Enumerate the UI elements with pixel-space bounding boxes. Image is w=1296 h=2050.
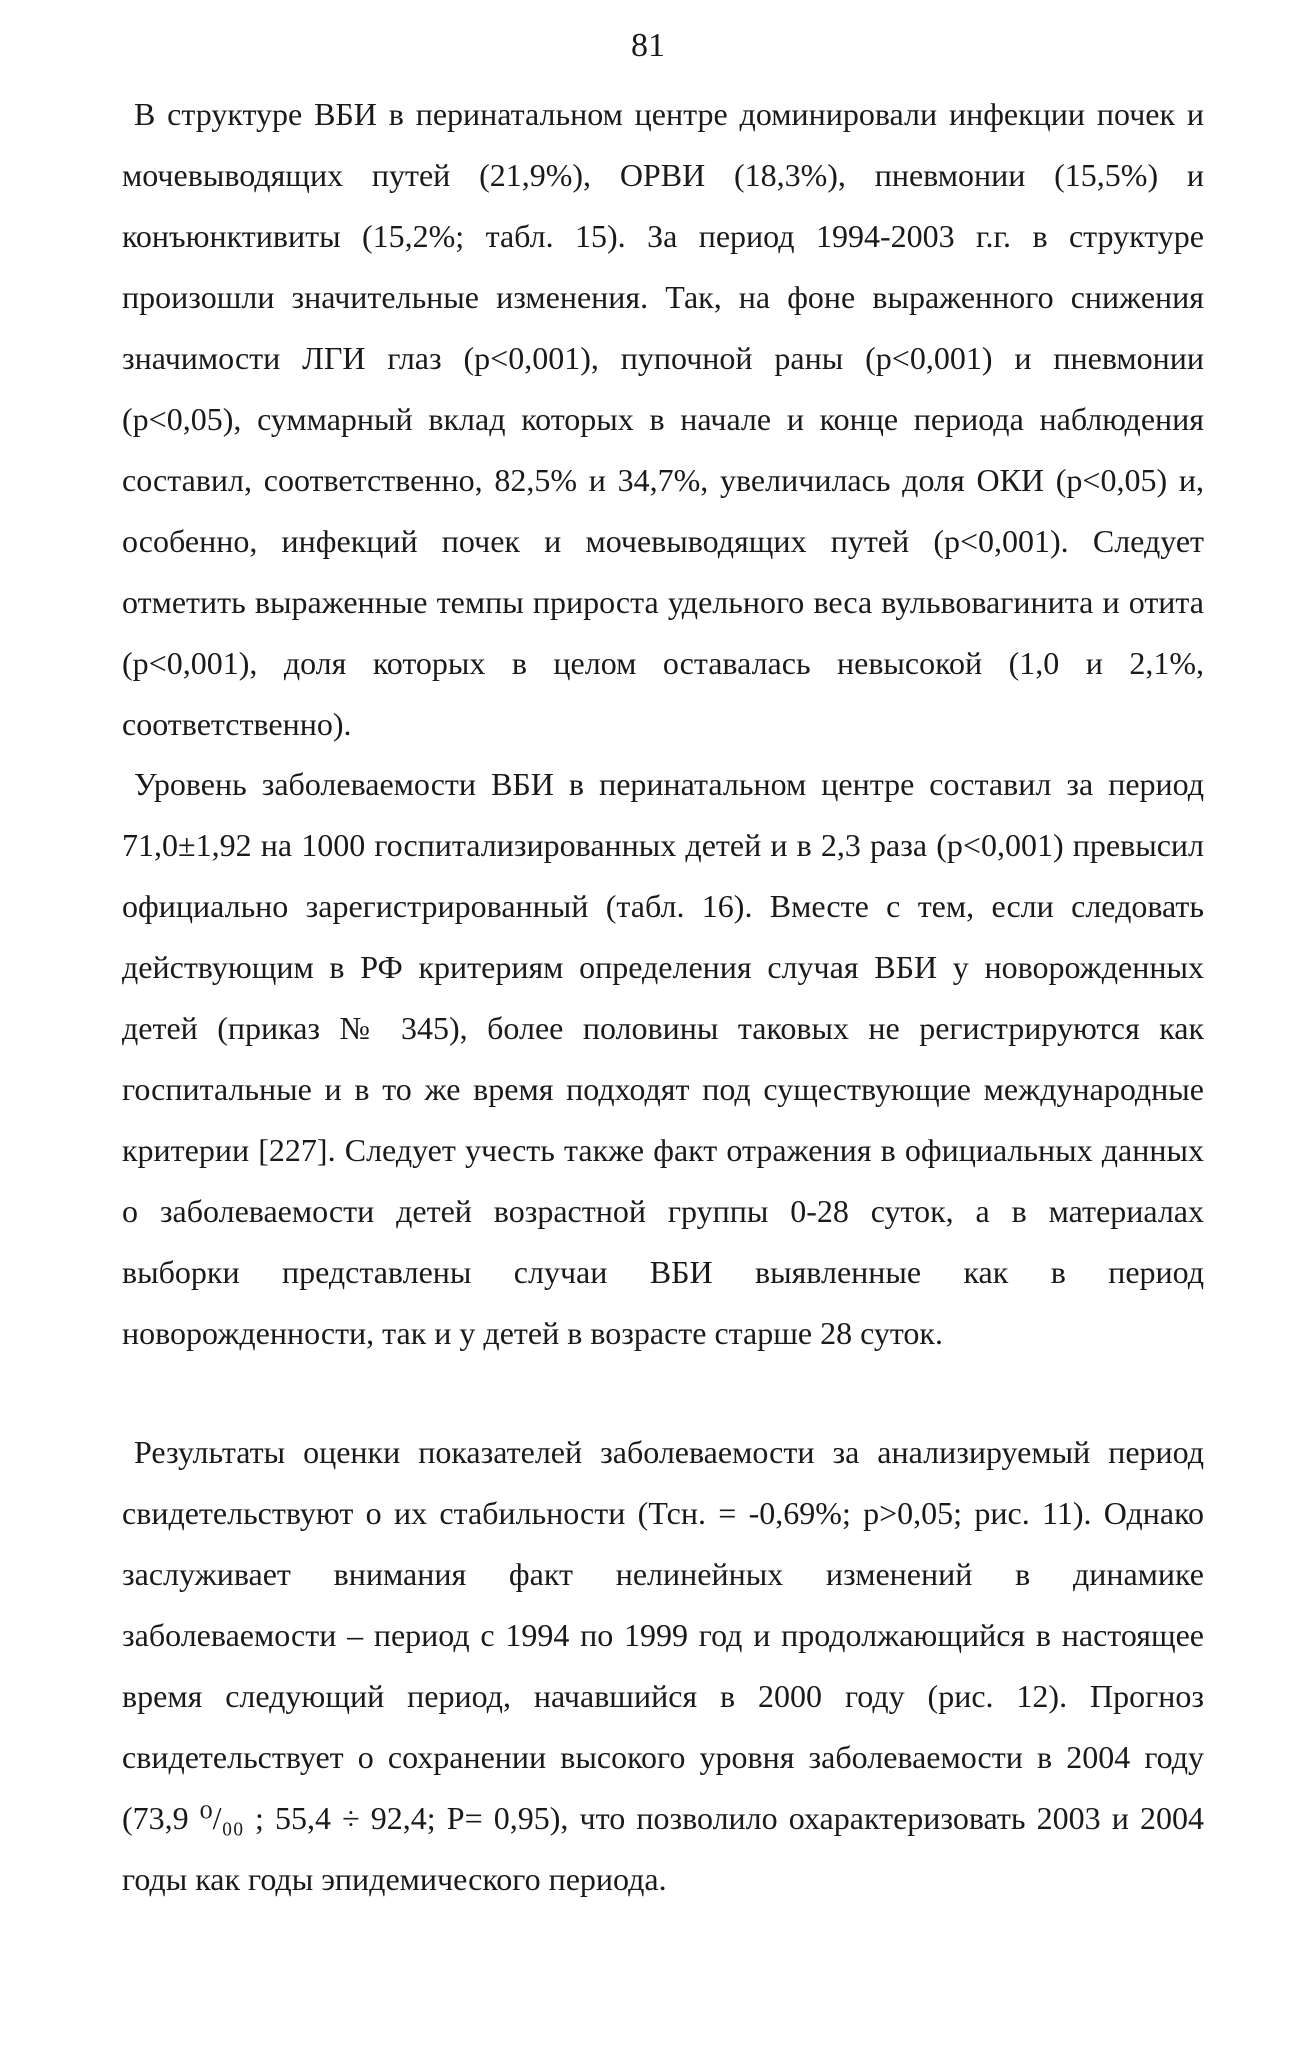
page-number: 81 — [631, 27, 665, 64]
paragraph-3: Результаты оценки показателей заболеваемости за анализируемый период свидетельствуют о их стабильности (Тсн. = -0,69%; p>0,05; рис. 11). Однако заслуживает внимания факт нелинейных изменений в динамике заболеваемости – период с 1994 по 1999 год и продолжающийся в настоящее время следующий период, начавшийся в 2000 году (рис. 12). Прогноз свидетельствует о сохранении высокого уровня заболеваемости в 2004 году (73,9 ⁰/₀₀ ; 55,4 ÷ 92,4; P= 0,95), что позволило охарактеризовать 2003 и 2004 годы как годы эпидемического периода. — [122, 1434, 1204, 1897]
paragraph-2: Уровень заболеваемости ВБИ в перинатальном центре составил за период 71,0±1,92 на 1000 госпитализированных детей и в 2,3 раза (p<0,001) превысил официально зарегистрированный (табл. 16). Вместе с тем, если следовать действующим в РФ критериям определения случая ВБИ у новорожденных детей (приказ № 345), более половины таковых не регистрируются как госпитальные и в то же время подходят под существующие международные критерии [227]. Следует учесть также факт отражения в официальных данных о заболеваемости детей возрастной группы 0-28 суток, а в материалах выборки представлены случаи ВБИ выявленные как в период новорожденности, так и у детей в возрасте старше 28 суток. — [122, 766, 1204, 1351]
paragraph-1: В структуре ВБИ в перинатальном центре доминировали инфекции почек и мочевыводящих путей (21,9%), ОРВИ (18,3%), пневмонии (15,5%) и конъюнктивиты (15,2%; табл. 15). За период 1994-2003 г.г. в структуре произошли значительные изменения. Так, на фоне выраженного снижения значимости ЛГИ глаз (p<0,001), пупочной раны (p<0,001) и пневмонии (p<0,05), суммарный вклад которых в начале и конце периода наблюдения составил, соответственно, 82,5% и 34,7%, увеличилась доля ОКИ (p<0,05) и, особенно, инфекций почек и мочевыводящих путей (p<0,001). Следует отметить выраженные темпы прироста удельного веса вульвовагинита и отита (p<0,001), доля которых в целом оставалась невысокой (1,0 и 2,1%, соответственно). — [122, 96, 1204, 742]
